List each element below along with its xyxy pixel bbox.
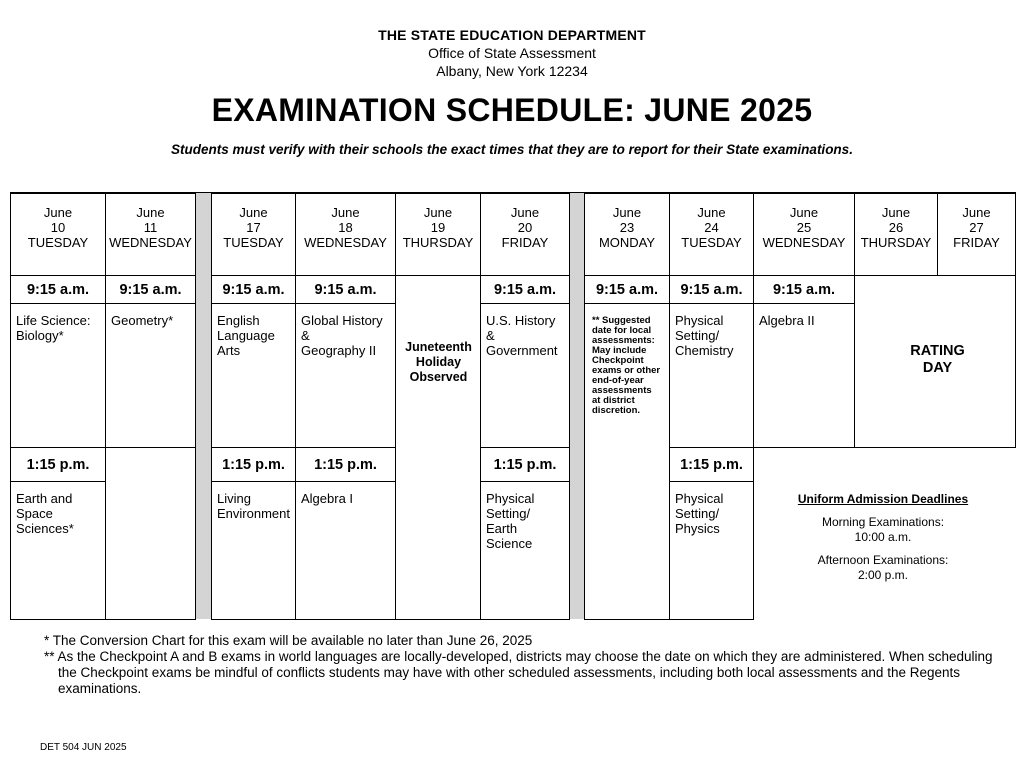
time-slot: 9:15 a.m.: [10, 275, 106, 304]
exam-cell: Global History & Geography II: [295, 303, 396, 448]
exam-cell: Earth and Space Sciences*: [10, 481, 106, 620]
day-header: June 11 WEDNESDAY: [105, 193, 196, 276]
local-assessment-note: ** Suggested date for local assessments: May include Checkpoint exams or other end-of-year assessments at district discretion.: [584, 303, 670, 620]
department-name: THE STATE EDUCATION DEPARTMENT: [378, 27, 646, 43]
footnotes: [44, 633, 1004, 697]
exam-cell: Physical Setting/ Earth Science: [480, 481, 570, 620]
exam-cell: Algebra II: [753, 303, 855, 448]
day-header: June 10 TUESDAY: [10, 193, 106, 276]
office-address: Albany, New York 12234: [436, 63, 588, 79]
exam-cell: Geometry*: [105, 303, 196, 448]
time-slot: 9:15 a.m.: [753, 275, 855, 304]
juneteenth-label: Juneteenth Holiday Observed: [405, 340, 472, 384]
deadlines-heading: Uniform Admission Deadlines: [797, 492, 969, 506]
day-header: June 27 FRIDAY: [937, 193, 1016, 276]
footnote-single: * The Conversion Chart for this exam will be available no later than June 26, 2025: [44, 633, 533, 648]
document-code: DET 504 JUN 2025: [40, 742, 127, 753]
time-slot: 1:15 p.m.: [480, 447, 570, 482]
holiday-column: [395, 275, 481, 620]
time-slot: 1:15 p.m.: [10, 447, 106, 482]
time-slot: 9:15 a.m.: [584, 275, 670, 304]
time-slot: 1:15 p.m.: [669, 447, 754, 482]
day-header: June 20 FRIDAY: [480, 193, 570, 276]
rating-day-label: RATING DAY: [910, 343, 965, 376]
day-header: June 23 MONDAY: [584, 193, 670, 276]
exam-cell: Algebra I: [295, 481, 396, 620]
morning-deadline: Morning Examinations: 10:00 a.m.: [821, 515, 945, 544]
page-subtitle: Students must verify with their schools the exact times that they are to report for their State examinations.: [171, 142, 853, 157]
time-slot: 9:15 a.m.: [211, 275, 296, 304]
exam-cell: Physical Setting/ Physics: [669, 481, 754, 620]
time-slot: 9:15 a.m.: [669, 275, 754, 304]
exam-cell: Living Environment: [211, 481, 296, 620]
exam-cell: Physical Setting/ Chemistry: [669, 303, 754, 448]
time-slot: 1:15 p.m.: [295, 447, 396, 482]
day-header: June 19 THURSDAY: [395, 193, 481, 276]
day-header: June 17 TUESDAY: [211, 193, 296, 276]
time-slot: 1:15 p.m.: [211, 447, 296, 482]
exam-cell: U.S. History & Government: [480, 303, 570, 448]
time-slot: 9:15 a.m.: [295, 275, 396, 304]
day-header: June 24 TUESDAY: [669, 193, 754, 276]
footnote-double: ** As the Checkpoint A and B exams in world languages are locally-developed, districts may choose the date on which they are administered. When scheduling the Checkpoint exams be mindful of conflicts students may have with other scheduled assessments, including both local assessments and the Regents examinations.: [44, 649, 993, 696]
time-slot: 9:15 a.m.: [480, 275, 570, 304]
admission-deadlines: [753, 492, 1013, 591]
week-separator: [569, 193, 585, 619]
day-header: June 18 WEDNESDAY: [295, 193, 396, 276]
time-slot: 9:15 a.m.: [105, 275, 196, 304]
day-header: June 25 WEDNESDAY: [753, 193, 855, 276]
week-separator: [195, 193, 212, 619]
day-header: June 26 THURSDAY: [854, 193, 938, 276]
empty-cell: [105, 447, 196, 620]
exam-cell: English Language Arts: [211, 303, 296, 448]
afternoon-deadline: Afternoon Examinations: 2:00 p.m.: [817, 553, 949, 582]
exam-cell: Life Science: Biology*: [10, 303, 106, 448]
office-name: Office of State Assessment: [428, 45, 596, 61]
page-title: EXAMINATION SCHEDULE: JUNE 2025: [211, 92, 813, 128]
